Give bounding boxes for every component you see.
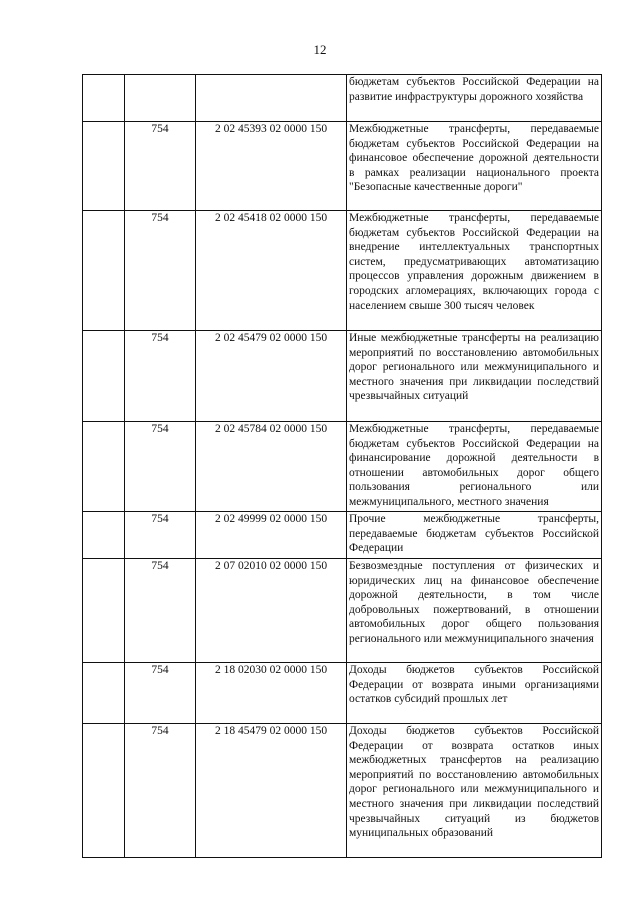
page-number: 12 xyxy=(313,42,327,57)
budget-code-cell: 2 02 45393 02 0000 150 xyxy=(196,122,347,211)
admin-code-cell: 754 xyxy=(125,724,196,858)
table-row xyxy=(83,724,602,858)
admin-code-cell: 754 xyxy=(125,211,196,331)
budget-code-cell: 2 02 45418 02 0000 150 xyxy=(196,211,347,331)
table-row xyxy=(83,75,602,122)
description-cell: Межбюджетные трансферты, передаваемые бюджетам субъектов Российской Федерации на внедрение интеллектуальных транспортных систем, предусматривающих автоматизацию процессов управления дорожным движением в городских агломерациях, включающих города с населением свыше 300 тысяч человек xyxy=(347,211,602,331)
description-cell: Доходы бюджетов субъектов Российской Федерации от возврата остатков иных межбюджетных трансфертов на реализацию мероприятий по восстановлению автомобильных дорог регионального или межмуниципального и местного значения при ликвидации последствий чрезвычайных ситуаций из бюджетов муниципальных образований xyxy=(347,724,602,858)
admin-code-cell: 754 xyxy=(125,422,196,512)
budget-code-cell: 2 18 45479 02 0000 150 xyxy=(196,724,347,858)
description-cell: Доходы бюджетов субъектов Российской Федерации от возврата иными организациями остатков субсидий прошлых лет xyxy=(347,663,602,724)
table-row xyxy=(83,422,602,512)
admin-code-cell: 754 xyxy=(125,122,196,211)
table-row xyxy=(83,331,602,422)
row-number-cell xyxy=(83,211,125,331)
table-row xyxy=(83,512,602,559)
budget-code-cell xyxy=(196,75,347,122)
budget-code-cell: 2 02 49999 02 0000 150 xyxy=(196,512,347,559)
row-number-cell xyxy=(83,122,125,211)
row-number-cell xyxy=(83,724,125,858)
row-number-cell xyxy=(83,331,125,422)
table-row xyxy=(83,211,602,331)
admin-code-cell: 754 xyxy=(125,512,196,559)
description-cell: Межбюджетные трансферты, передаваемые бюджетам субъектов Российской Федерации на финансирование дорожной деятельности в отношении автомобильных дорог общего пользования регионального или межмуниципального, местного значения xyxy=(347,422,602,512)
admin-code-cell: 754 xyxy=(125,559,196,663)
row-number-cell xyxy=(83,512,125,559)
budget-codes-table xyxy=(82,74,602,858)
row-number-cell xyxy=(83,422,125,512)
description-cell: Прочие межбюджетные трансферты, передаваемые бюджетам субъектов Российской Федерации xyxy=(347,512,602,559)
budget-code-cell: 2 18 02030 02 0000 150 xyxy=(196,663,347,724)
admin-code-cell: 754 xyxy=(125,663,196,724)
table-row xyxy=(83,663,602,724)
budget-code-cell: 2 07 02010 02 0000 150 xyxy=(196,559,347,663)
description-cell: Безвозмездные поступления от физических и юридических лиц на финансовое обеспечение дорожной деятельности, в том числе добровольных пожертвований, в отношении автомобильных дорог общего пользования регионального или межмуниципального значения xyxy=(347,559,602,663)
table-row xyxy=(83,559,602,663)
table-row xyxy=(83,122,602,211)
row-number-cell xyxy=(83,663,125,724)
admin-code-cell xyxy=(125,75,196,122)
description-cell: Иные межбюджетные трансферты на реализацию мероприятий по восстановлению автомобильных дорог регионального или межмуниципального и местного значения при ликвидации последствий чрезвычайных ситуаций xyxy=(347,331,602,422)
admin-code-cell: 754 xyxy=(125,331,196,422)
row-number-cell xyxy=(83,75,125,122)
description-cell: Межбюджетные трансферты, передаваемые бюджетам субъектов Российской Федерации на финансовое обеспечение дорожной деятельности в рамках реализации национального проекта "Безопасные качественные дороги" xyxy=(347,122,602,211)
budget-code-cell: 2 02 45479 02 0000 150 xyxy=(196,331,347,422)
budget-code-cell: 2 02 45784 02 0000 150 xyxy=(196,422,347,512)
row-number-cell xyxy=(83,559,125,663)
description-cell: бюджетам субъектов Российской Федерации на развитие инфраструктуры дорожного хозяйства xyxy=(347,75,602,122)
